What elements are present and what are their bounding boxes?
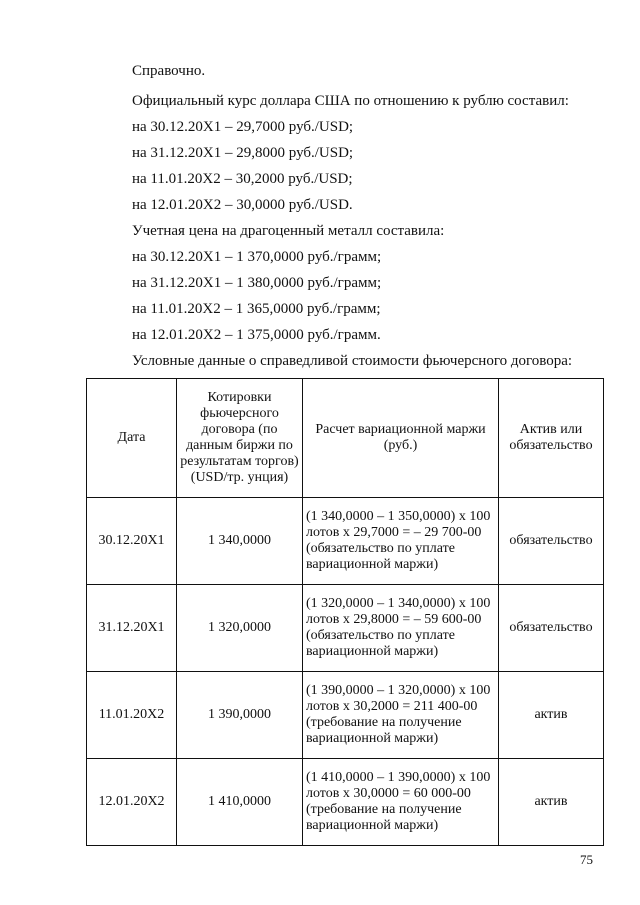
metal-price-line: на 30.12.20Х1 – 1 370,0000 руб./грамм; [132, 249, 382, 265]
cell-date: 11.01.20Х2 [87, 672, 177, 759]
cell-quote: 1 390,0000 [177, 672, 303, 759]
table-header-row [87, 379, 604, 498]
cell-calc: (1 340,0000 – 1 350,0000) х 100 лотов х 29,7000 = – 29 700-00 (обязательство по уплате вариационной маржи) [303, 498, 499, 585]
table-intro-text: Условные данные о справедливой стоимости фьючерсного договора: [132, 353, 573, 369]
metal-intro-text: Учетная цена на драгоценный металл составила: [132, 223, 445, 239]
heading-text: Справочно. [132, 63, 206, 79]
rate-line: на 12.01.20Х2 – 30,0000 руб./USD. [132, 197, 353, 213]
metal-price-line: на 31.12.20Х1 – 1 380,0000 руб./грамм; [132, 275, 382, 291]
cell-quote: 1 320,0000 [177, 585, 303, 672]
rate-line: на 30.12.20Х1 – 29,7000 руб./USD; [132, 119, 354, 135]
page-number: 75 [580, 852, 593, 867]
cell-date: 30.12.20Х1 [87, 498, 177, 585]
table-row [87, 498, 604, 585]
cell-calc: (1 320,0000 – 1 340,0000) х 100 лотов х 29,8000 = – 59 600-00 (обязательство по уплате вариационной маржи) [303, 585, 499, 672]
table-row [87, 672, 604, 759]
header-date: Дата [87, 379, 177, 498]
table-row [87, 759, 604, 846]
cell-type: обязательство [499, 498, 604, 585]
metal-price-line: на 11.01.20Х2 – 1 365,0000 руб./грамм; [132, 301, 381, 317]
rate-line: на 11.01.20Х2 – 30,2000 руб./USD; [132, 171, 353, 187]
cell-calc: (1 410,0000 – 1 390,0000) х 100 лотов х 30,0000 = 60 000-00 (требование на получение вариационной маржи) [303, 759, 499, 846]
metal-price-line: на 12.01.20Х2 – 1 375,0000 руб./грамм. [132, 327, 381, 343]
table-row [87, 585, 604, 672]
header-calc: Расчет вариационной маржи (руб.) [303, 379, 499, 498]
futures-table [86, 378, 604, 846]
cell-date: 31.12.20Х1 [87, 585, 177, 672]
cell-type: актив [499, 759, 604, 846]
cell-quote: 1 340,0000 [177, 498, 303, 585]
cell-quote: 1 410,0000 [177, 759, 303, 846]
rate-intro-text: Официальный курс доллара США по отношению к рублю составил: [132, 93, 569, 109]
cell-type: актив [499, 672, 604, 759]
cell-date: 12.01.20Х2 [87, 759, 177, 846]
cell-type: обязательство [499, 585, 604, 672]
header-type: Актив или обязательство [499, 379, 604, 498]
rate-line: на 31.12.20Х1 – 29,8000 руб./USD; [132, 145, 354, 161]
header-quote: Котировки фьючерсного договора (по данным биржи по результатам торгов) (USD/тр. унция) [177, 379, 303, 498]
cell-calc: (1 390,0000 – 1 320,0000) х 100 лотов х 30,2000 = 211 400-00 (требование на получение вариационной маржи) [303, 672, 499, 759]
